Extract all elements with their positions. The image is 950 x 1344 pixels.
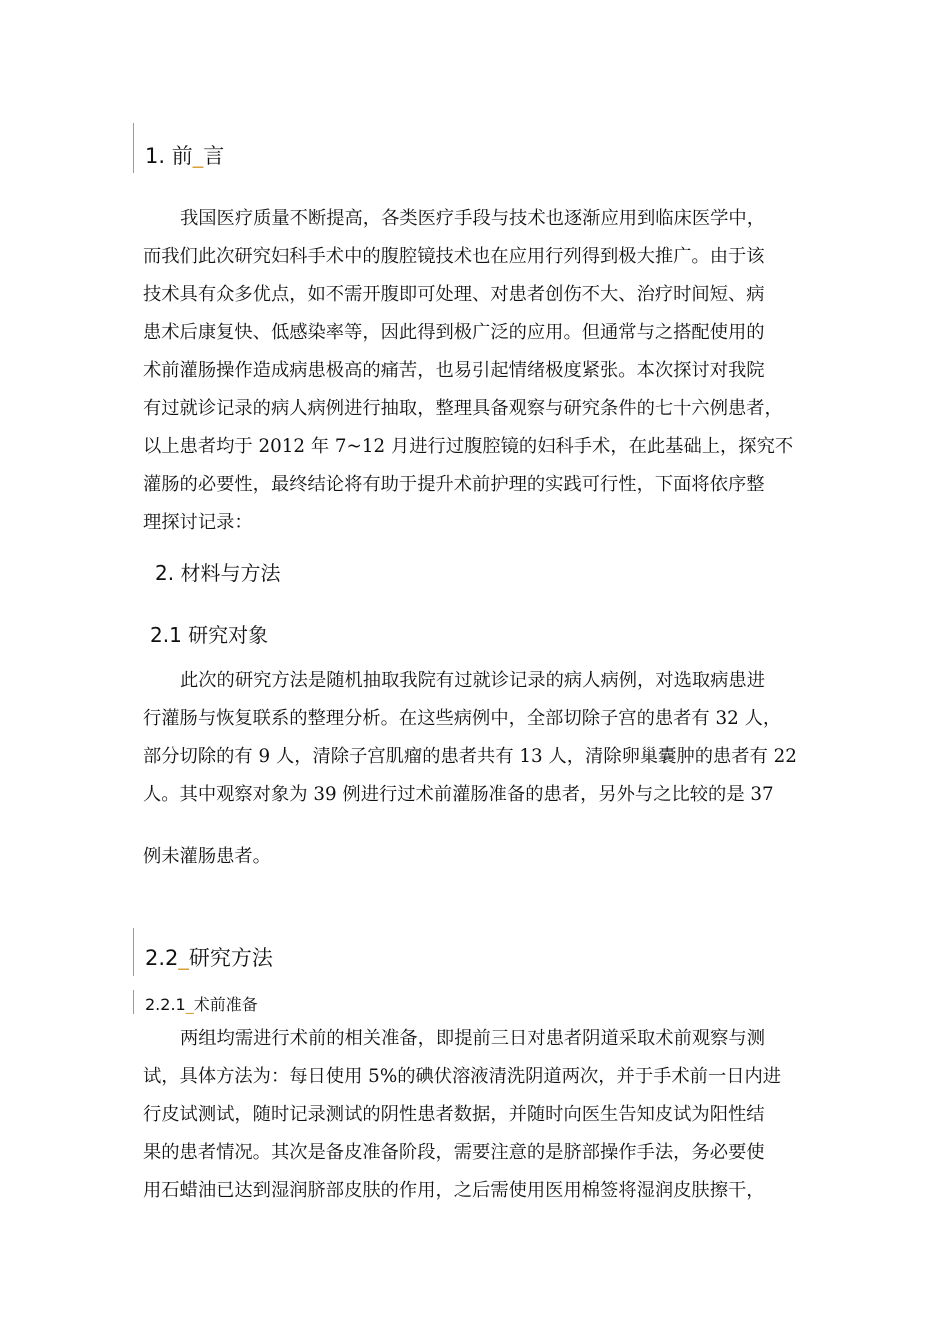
paragraph-line: 用石蜡油已达到湿润脐部皮肤的作用，之后需使用医用棉签将湿润皮肤擦干， bbox=[143, 1180, 765, 1201]
section-1-title-start: 前_ bbox=[171, 144, 204, 168]
section-1-number: 1. bbox=[145, 144, 166, 168]
section-2-1-paragraph bbox=[143, 662, 808, 814]
paragraph-line: 理探讨记录： bbox=[143, 512, 253, 533]
paragraph-line: 人。其中观察对象为 39 例进行过术前灌肠准备的患者，另外与之比较的是 37 bbox=[143, 784, 774, 805]
paragraph-line: 以上患者均于 2012 年 7~12 月进行过腹腔镜的妇科手术，在此基础上，探究不 bbox=[143, 436, 794, 457]
heading-marker bbox=[133, 990, 134, 1014]
heading-underscore: _ bbox=[178, 946, 189, 970]
paragraph-line: 两组均需进行术前的相关准备，即提前三日对患者阴道采取术前观察与测 bbox=[180, 1028, 765, 1049]
heading-underscore: _ bbox=[192, 144, 204, 168]
paragraph-line: 行灌肠与恢复联系的整理分析。在这些病例中，全部切除子宫的患者有 32 人， bbox=[143, 708, 782, 729]
section-2-2-1-heading bbox=[145, 992, 258, 1015]
paragraph-line: 果的患者情况。其次是备皮准备阶段，需要注意的是脐部操作手法，务必要使 bbox=[143, 1142, 765, 1163]
section-2-1-paragraph-tail bbox=[143, 838, 808, 876]
paragraph-line: 此次的研究方法是随机抽取我院有过就诊记录的病人病例，对选取病患进 bbox=[180, 670, 765, 691]
paragraph-line: 试，具体方法为：每日使用 5%的碘伏溶液清洗阴道两次，并于手术前一日内进 bbox=[143, 1066, 782, 1087]
paragraph-line: 技术具有众多优点，如不需开腹即可处理、对患者创伤不大、治疗时间短、病 bbox=[143, 284, 765, 305]
paragraph-line: 行皮试测试，随时记录测试的阴性患者数据，并随时向医生告知皮试为阳性结 bbox=[143, 1104, 765, 1125]
section-2-1-heading: 2.1 研究对象 bbox=[150, 623, 269, 647]
section-2-heading: 2. 材料与方法 bbox=[155, 561, 281, 585]
section-2-2-title: 研究方法 bbox=[188, 946, 273, 970]
paragraph-line: 而我们此次研究妇科手术中的腹腔镜技术也在应用行列得到极大推广。由于该 bbox=[143, 246, 765, 267]
section-2-2-1-paragraph bbox=[143, 1020, 808, 1210]
section-1-heading bbox=[145, 140, 224, 170]
section-2-2-1-number: 2.2.1 bbox=[145, 995, 186, 1014]
heading-underscore: _ bbox=[185, 995, 194, 1014]
section-2-2-1-title: 术前准备 bbox=[193, 995, 258, 1014]
paragraph-line: 我国医疗质量不断提高，各类医疗手段与技术也逐渐应用到临床医学中， bbox=[180, 208, 765, 229]
section-2-2-number: 2.2 bbox=[145, 946, 179, 970]
paragraph-line: 例未灌肠患者。 bbox=[143, 846, 271, 867]
heading-marker bbox=[133, 928, 134, 976]
heading-marker bbox=[133, 123, 134, 173]
section-2-2-heading bbox=[145, 942, 273, 972]
paragraph-line: 有过就诊记录的病人病例进行抽取，整理具备观察与研究条件的七十六例患者， bbox=[143, 398, 783, 419]
section-1-paragraph bbox=[143, 200, 808, 542]
section-1-title-end: 言 bbox=[203, 144, 225, 168]
paragraph-line: 患术后康复快、低感染率等，因此得到极广泛的应用。但通常与之搭配使用的 bbox=[143, 322, 765, 343]
paragraph-line: 部分切除的有 9 人，清除子宫肌瘤的患者共有 13 人，清除卵巢囊肿的患者有 22 bbox=[143, 746, 797, 767]
paragraph-line: 术前灌肠操作造成病患极高的痛苦，也易引起情绪极度紧张。本次探讨对我院 bbox=[143, 360, 765, 381]
paragraph-line: 灌肠的必要性，最终结论将有助于提升术前护理的实践可行性，下面将依序整 bbox=[143, 474, 765, 495]
